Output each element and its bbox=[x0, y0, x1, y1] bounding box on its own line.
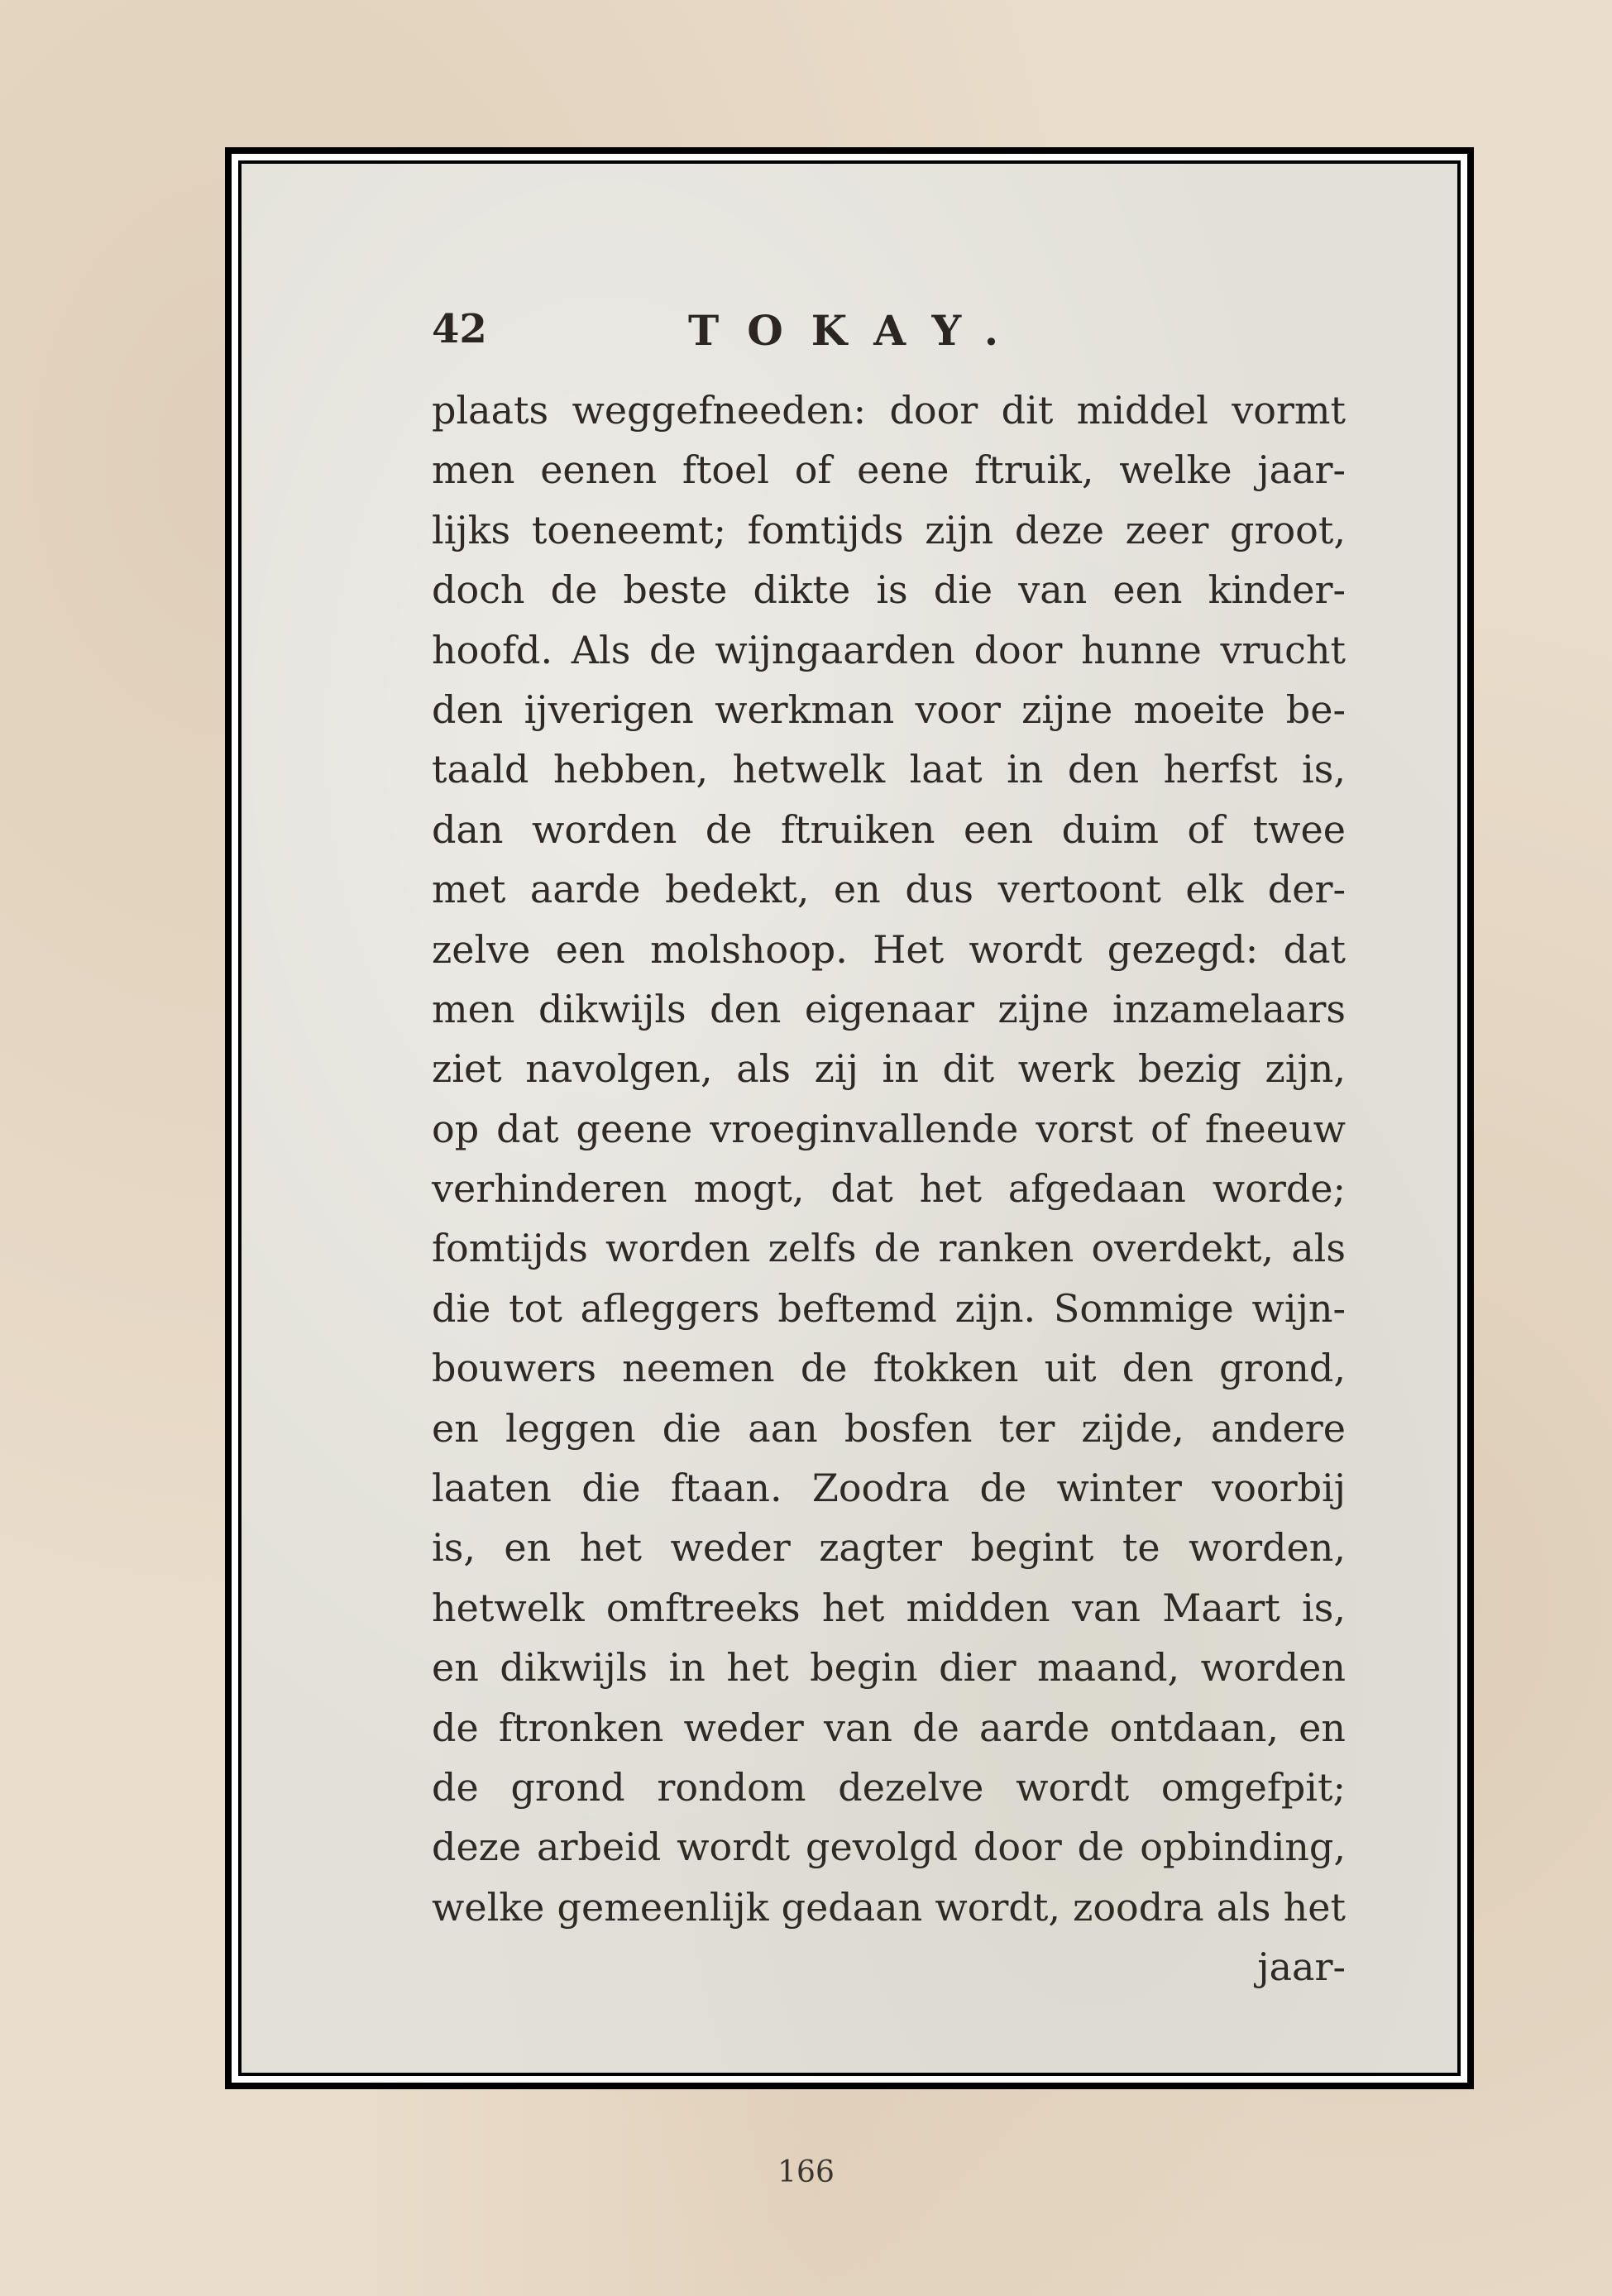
text-line: die tot afleggers beftemd zijn. Sommige wijn- bbox=[432, 1285, 1346, 1331]
text-line: ziet navolgen, als zij in dit werk bezig zijn, bbox=[432, 1046, 1346, 1092]
text-line: men eenen ftoel of eene ftruik, welke jaar- bbox=[432, 447, 1346, 493]
text-line: men dikwijls den eigenaar zijne inzamelaars bbox=[432, 986, 1346, 1031]
text-line: en leggen die aan bosfen ter zijde, andere bbox=[432, 1405, 1346, 1451]
text-line: deze arbeid wordt gevolgd door de opbinding, bbox=[432, 1825, 1346, 1870]
frame-border bbox=[232, 154, 1467, 2083]
header-page-number: 42 bbox=[432, 306, 487, 352]
page-header bbox=[432, 306, 1391, 372]
text-line: op dat geene vroeginvallende vorst of fneeuw bbox=[432, 1106, 1346, 1151]
text-line: plaats weggefneeden: door dit middel vormt bbox=[432, 388, 1346, 433]
text-line: welke gemeenlijk gedaan wordt, zoodra als het bbox=[432, 1884, 1346, 1930]
text-line: taald hebben, hetwelk laat in den herfst is, bbox=[432, 747, 1346, 792]
text-line: dan worden de ftruiken een duim of twee bbox=[432, 806, 1346, 852]
text-line: doch de beste dikte is die van een kinder- bbox=[432, 567, 1346, 613]
text-line: lijks toeneemt; fomtijds zijn deze zeer groot, bbox=[432, 507, 1346, 552]
footer-page-number: 166 bbox=[777, 2155, 835, 2189]
text-line: en dikwijls in het begin dier maand, worden bbox=[432, 1645, 1346, 1691]
text-line: den ijverigen werkman voor zijne moeite be- bbox=[432, 686, 1346, 732]
text-line: bouwers neemen de ftokken uit den grond, bbox=[432, 1346, 1346, 1391]
scanned-page bbox=[242, 164, 1457, 2073]
body-text bbox=[432, 380, 1346, 1997]
frame-inner-border bbox=[238, 160, 1461, 2076]
text-line: verhinderen mogt, dat het afgedaan worde; bbox=[432, 1166, 1346, 1212]
text-line: hoofd. Als de wijngaarden door hunne vrucht bbox=[432, 627, 1346, 672]
text-line: is, en het weder zagter begint te worden, bbox=[432, 1525, 1346, 1571]
catchword: jaar- bbox=[1257, 1944, 1346, 1990]
text-line: laaten die ftaan. Zoodra de winter voorbij bbox=[432, 1466, 1346, 1511]
text-line: de ftronken weder van de aarde ontdaan, en bbox=[432, 1705, 1346, 1750]
running-title: TOKAY. bbox=[688, 306, 1027, 355]
text-line: zelve een molshoop. Het wordt gezegd: dat bbox=[432, 926, 1346, 972]
text-line: met aarde bedekt, en dus vertoont elk der- bbox=[432, 867, 1346, 912]
text-line: de grond rondom dezelve wordt omgefpit; bbox=[432, 1764, 1346, 1810]
text-line: hetwelk omftreeks het midden van Maart is, bbox=[432, 1585, 1346, 1630]
text-line: fomtijds worden zelfs de ranken overdekt, als bbox=[432, 1226, 1346, 1271]
page-frame bbox=[225, 147, 1474, 2089]
